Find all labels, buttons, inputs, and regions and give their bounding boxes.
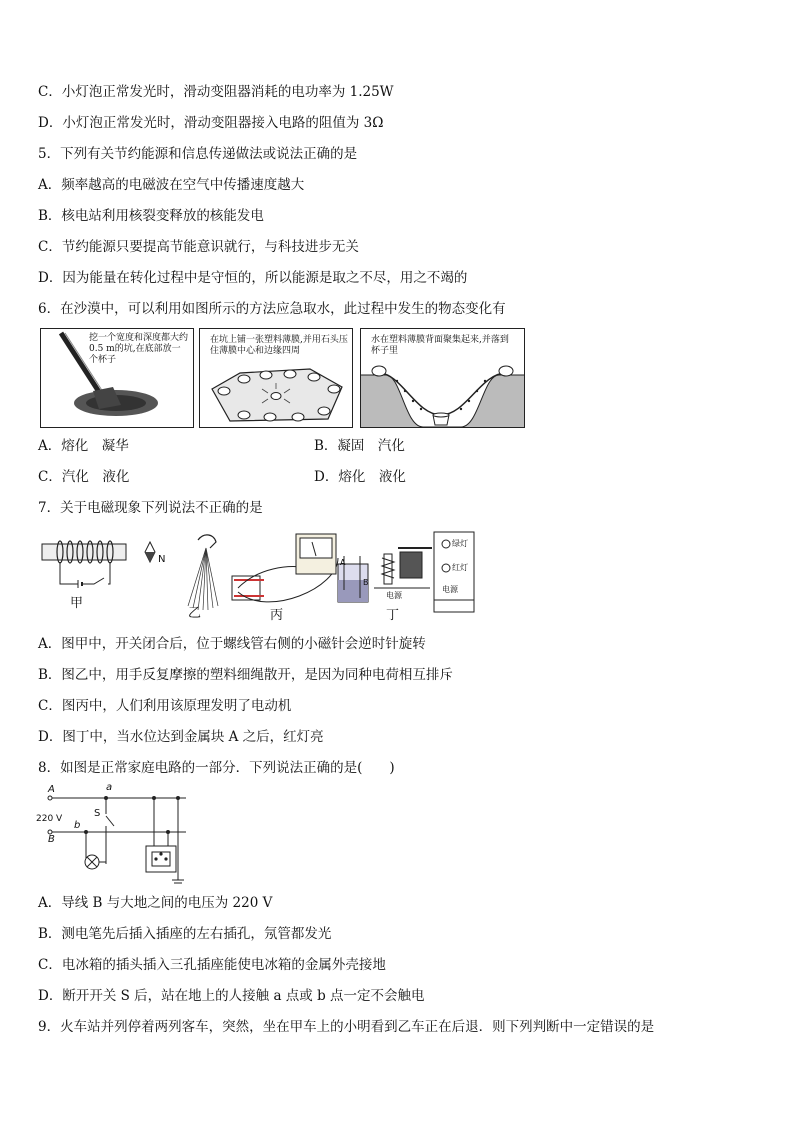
q8-option-b: B．测电笔先后插入插座的左右插孔，氖管都发光 xyxy=(38,926,332,942)
label-bing: 丙 xyxy=(270,608,284,623)
solenoid-figure xyxy=(42,541,155,588)
q6-option-d: D．熔化 液化 xyxy=(314,469,406,485)
label-voltage: 220 V xyxy=(36,814,63,824)
label-block-b: B xyxy=(363,578,369,587)
q5-option-c: C．节约能源只要提高节能意识就行，与科技进步无关 xyxy=(38,239,359,255)
label-n: N xyxy=(158,554,166,565)
q7-figure xyxy=(38,528,478,624)
label-ding: 丁 xyxy=(386,608,400,623)
label-power-1: 电源 xyxy=(386,591,402,600)
q6-option-a: A．熔化 凝华 xyxy=(38,438,129,454)
label-power-2: 电源 xyxy=(442,585,458,594)
q6-figure-panel-3 xyxy=(360,328,525,428)
q7-option-d: D．图丁中，当水位达到金属块 A 之后，红灯亮 xyxy=(38,729,324,745)
q6-panel-3-caption: 水在塑料薄膜背面聚集起来,并落到杯子里 xyxy=(371,335,509,356)
magnet-and-galvanometer-figure xyxy=(232,534,338,602)
q4-option-c: C．小灯泡正常发光时，滑动变阻器消耗的电功率为 1.25W xyxy=(38,84,394,100)
household-circuit-diagram xyxy=(36,786,196,886)
q6-option-b: B．凝固 汽化 xyxy=(314,438,405,454)
electromagnetism-figures xyxy=(38,528,478,624)
q8-option-d: D．断开开关 S 后，站在地上的人接触 a 点或 b 点一定不会触电 xyxy=(38,988,425,1004)
q8-option-a: A．导线 B 与大地之间的电压为 220 V xyxy=(38,895,273,911)
q6-stem: 6．在沙漠中，可以利用如图所示的方法应急取水，此过程中发生的物态变化有 xyxy=(38,301,506,317)
q5-option-d: D．因为能量在转化过程中是守恒的，所以能源是取之不尽，用之不竭的 xyxy=(38,270,468,286)
plastic-strands-figure xyxy=(188,535,218,610)
q5-stem: 5．下列有关节约能源和信息传递做法或说法正确的是 xyxy=(38,146,358,162)
q8-option-c: C．电冰箱的插头插入三孔插座能使电冰箱的金属外壳接地 xyxy=(38,957,386,973)
q7-stem: 7．关于电磁现象下列说法不正确的是 xyxy=(38,500,263,516)
q8-household-circuit-figure xyxy=(36,782,196,886)
q6-panel-1-caption: 挖一个宽度和深度都大约0.5 m的坑,在底部放一个杯子 xyxy=(89,333,189,365)
label-point-a: a xyxy=(106,782,113,793)
label-yi: 乙 xyxy=(188,606,202,621)
q6-figure-panel-2 xyxy=(199,328,353,428)
label-point-b: b xyxy=(74,820,81,831)
q6-option-c: C．汽化 液化 xyxy=(38,469,130,485)
label-switch-s: S xyxy=(94,808,101,819)
q7-option-a: A．图甲中，开关闭合后，位于螺线管右侧的小磁针会逆时针旋转 xyxy=(38,636,426,652)
label-block-a: A xyxy=(340,558,346,567)
q6-panel-2-caption: 在坑上铺一张塑料薄膜,并用石头压住薄膜中心和边缘四周 xyxy=(210,335,348,356)
label-red-lamp: 红灯 xyxy=(452,563,468,572)
q8-stem: 8．如图是正常家庭电路的一部分．下列说法正确的是( ) xyxy=(38,760,395,776)
q6-figure-panel-1 xyxy=(40,328,194,428)
label-jia: 甲 xyxy=(70,596,84,611)
q7-option-b: B．图乙中，用手反复摩擦的塑料细绳散开，是因为同种电荷相互排斥 xyxy=(38,667,453,683)
label-wire-b-upper: B xyxy=(48,834,55,845)
q5-option-b: B．核电站利用核裂变释放的核能发电 xyxy=(38,208,264,224)
q5-option-a: A．频率越高的电磁波在空气中传播速度越大 xyxy=(38,177,305,193)
label-wire-a-upper: A xyxy=(48,784,55,795)
label-green-lamp: 绿灯 xyxy=(452,539,468,548)
q7-option-c: C．图丙中，人们利用该原理发明了电动机 xyxy=(38,698,292,714)
q9-stem: 9．火车站并列停着两列客车，突然，坐在甲车上的小明看到乙车正在后退．则下列判断中一定错误的是 xyxy=(38,1019,655,1035)
q4-option-d: D．小灯泡正常发光时，滑动变阻器接入电路的阻值为 3Ω xyxy=(38,115,384,131)
